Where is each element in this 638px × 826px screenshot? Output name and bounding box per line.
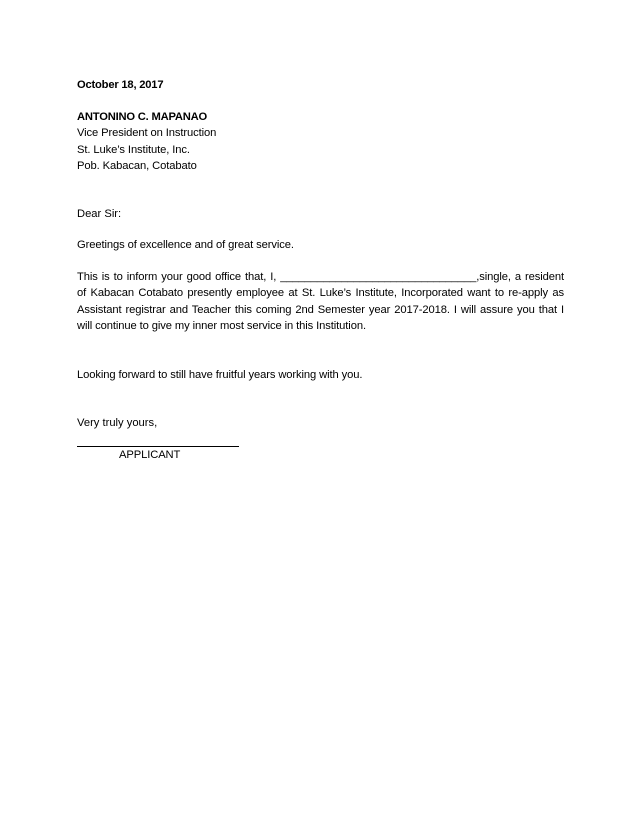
main-paragraph: This is to inform your good office that, I, ________________________________,single, a resident of Kabacan Cotabato presently employee at St. Luke’s Institute, Incorporated want to re-apply as Assistant registrar and Teacher this coming 2nd Semester year 2017-2018. I will assure you that I will continue to give my inner most service in this Institution. bbox=[77, 270, 564, 332]
recipient-location: Pob. Kabacan, Cotabato bbox=[77, 160, 197, 172]
letter-date: October 18, 2017 bbox=[77, 79, 164, 91]
salutation: Dear Sir: bbox=[77, 207, 122, 220]
greeting-paragraph: Greetings of excellence and of great service. bbox=[77, 239, 294, 251]
recipient-name: ANTONINO C. MAPANAO bbox=[77, 110, 208, 123]
closing-paragraph: Looking forward to still have fruitful years working with you. bbox=[77, 368, 363, 381]
recipient-block bbox=[77, 109, 564, 175]
recipient-organization: St. Luke’s Institute, Inc. bbox=[77, 143, 190, 156]
signature-label: APPLICANT bbox=[119, 448, 181, 461]
letter-body bbox=[77, 77, 564, 463]
recipient-title: Vice President on Instruction bbox=[77, 127, 217, 139]
signature-line bbox=[77, 434, 239, 447]
valediction: Very truly yours, bbox=[77, 417, 158, 429]
